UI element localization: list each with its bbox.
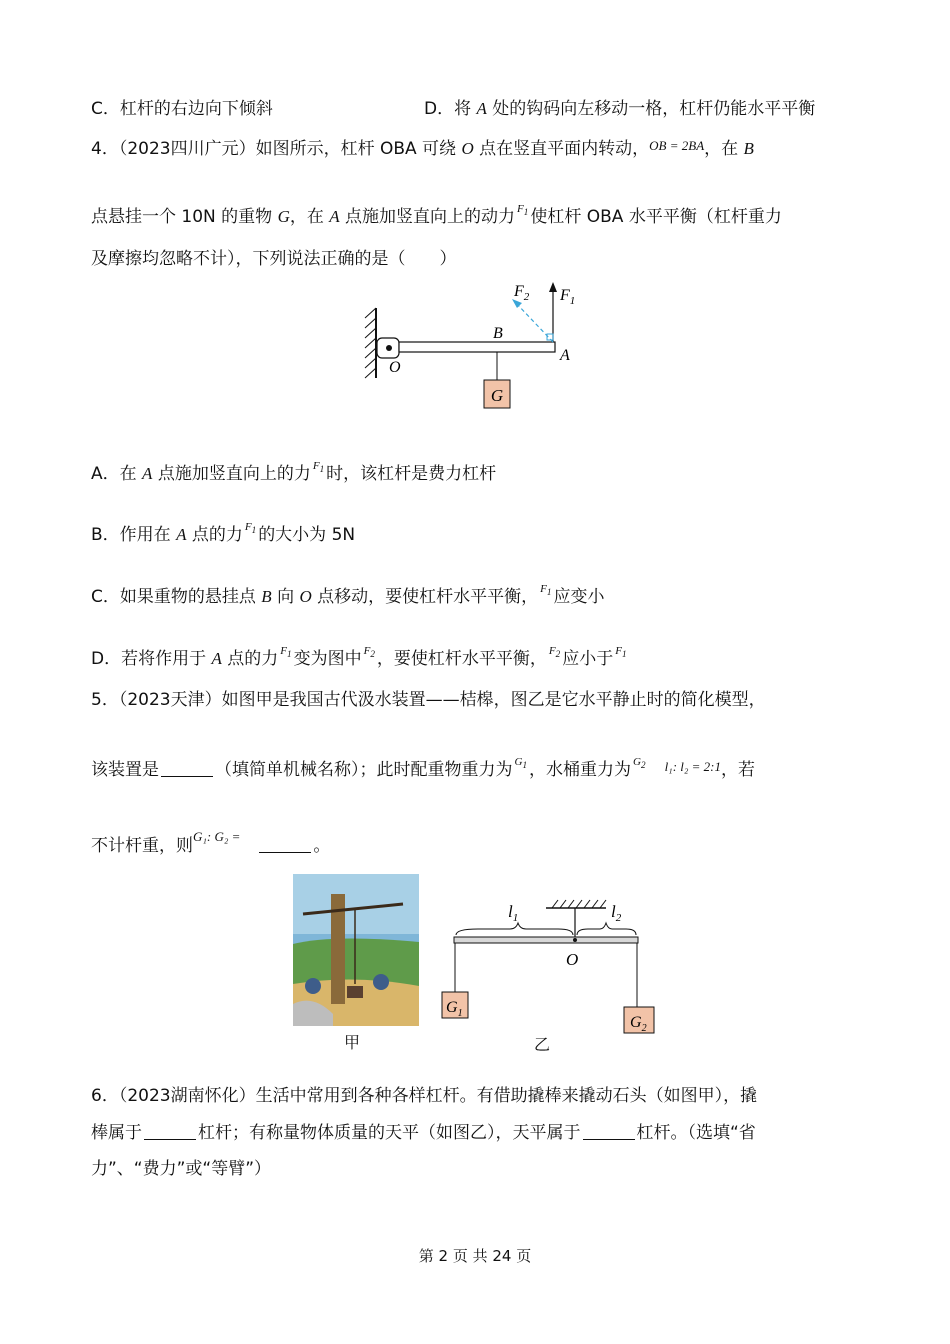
q4-option-c: C．如果重物的悬挂点 B 向 O 点移动，要使杠杆水平平衡， $^{F_1}$ 应变小 — [91, 583, 605, 607]
q3-option-d: D．将 A 处的钩码向左移动一格，杠杆仍能水平平衡 — [424, 99, 816, 119]
point-o-label: O — [566, 950, 579, 969]
f2-label: $F_2$ — [514, 283, 530, 303]
q5-blank-1[interactable] — [161, 760, 213, 777]
q5-caption-yi: 乙 — [534, 1035, 551, 1054]
q5-blank-2[interactable] — [259, 836, 311, 853]
lever-bar — [399, 342, 555, 352]
q6-blank-2[interactable] — [583, 1123, 635, 1140]
ceiling-hatch — [552, 900, 606, 908]
q6-stem-line2: 棒属于 杠杆；有称量物体质量的天平（如图乙），天平属于 杠杆。（选填“省 — [91, 1123, 756, 1143]
page-footer: 第 2 页 共 24 页 — [418, 1247, 532, 1265]
q5-caption-jia: 甲 — [344, 1033, 361, 1052]
q5-stem-line1: 5．（2023天津）如图甲是我国古代汲水装置——桔槔，图乙是它水平静止时的简化模型， — [91, 690, 766, 710]
point-o-label: O — [389, 359, 401, 376]
wall-hatch — [365, 308, 376, 378]
q3-option-c: C．杠杆的右边向下倾斜 — [91, 99, 273, 119]
point-b-label: B — [493, 325, 503, 342]
q4-option-b: B．作用在 A 点的力 $^{F_1}$ 的大小为 5N — [91, 521, 356, 545]
q6-blank-1[interactable] — [144, 1123, 196, 1140]
g2-label: $G_2$ — [630, 1014, 647, 1034]
weight-label: G — [490, 386, 504, 405]
point-a-label: A — [560, 347, 570, 364]
q4-option-d: D．若将作用于 A 点的力 $^{F_1}$ 变为图中 $^{F_2}$ ，要使杠杆水平平衡， $^{F_2}$ 应小于 $^{F_1}$ — [91, 645, 627, 669]
q5-figure-yi-lever-model — [438, 895, 668, 1040]
q4-lever-figure — [360, 278, 590, 413]
brace-l1 — [456, 923, 573, 935]
q6-stem-line3: 力”、“费力”或“等臂”） — [91, 1159, 272, 1179]
l2-label: $l_2$ — [611, 902, 622, 924]
q4-stem-line2: 点悬挂一个 10N 的重物 G，在 A 点施加竖直向上的动力 $^{F_1}$ 使杠杆 OBA 水平平衡（杠杆重力 — [91, 203, 782, 227]
q5-figure-jia-illustration — [293, 874, 419, 1026]
q6-stem-line1: 6．（2023湖南怀化）生活中常用到各种各样杠杆。有借助撬棒来撬动石头（如图甲），撬 — [91, 1086, 758, 1106]
f1-arrowhead — [549, 282, 557, 292]
pivot-o — [386, 345, 392, 351]
l1-label: $l_1$ — [508, 902, 519, 924]
g1-label: $G_1$ — [446, 999, 463, 1019]
f2-arrowhead — [512, 299, 522, 308]
brace-l2 — [577, 923, 636, 935]
lever-bar — [454, 937, 638, 943]
q4-option-a: A．在 A 点施加竖直向上的力 $^{F_1}$ 时，该杠杆是费力杠杆 — [91, 460, 497, 484]
pivot-o — [573, 938, 577, 942]
q5-stem-line3: 不计杆重，则$^{G_1: G_2 =}$ 。 — [91, 829, 331, 856]
q4-stem-line3: 及摩擦均忽略不计），下列说法正确的是（ ） — [91, 249, 457, 269]
q4-stem-line1: 4．（2023四川广元）如图所示，杠杆 OBA 可绕 O 点在竖直平面内转动，$^{OB = 2BA}$，在 B — [91, 138, 754, 159]
f1-label: $F_1$ — [560, 287, 576, 307]
q5-stem-line2: 该装置是 （填简单机械名称）；此时配重物重力为 $^{G_1}$ ，水桶重力为 $^{G_2}$ $^{l_1: l_2 = 2:1}$，若 — [91, 756, 756, 780]
